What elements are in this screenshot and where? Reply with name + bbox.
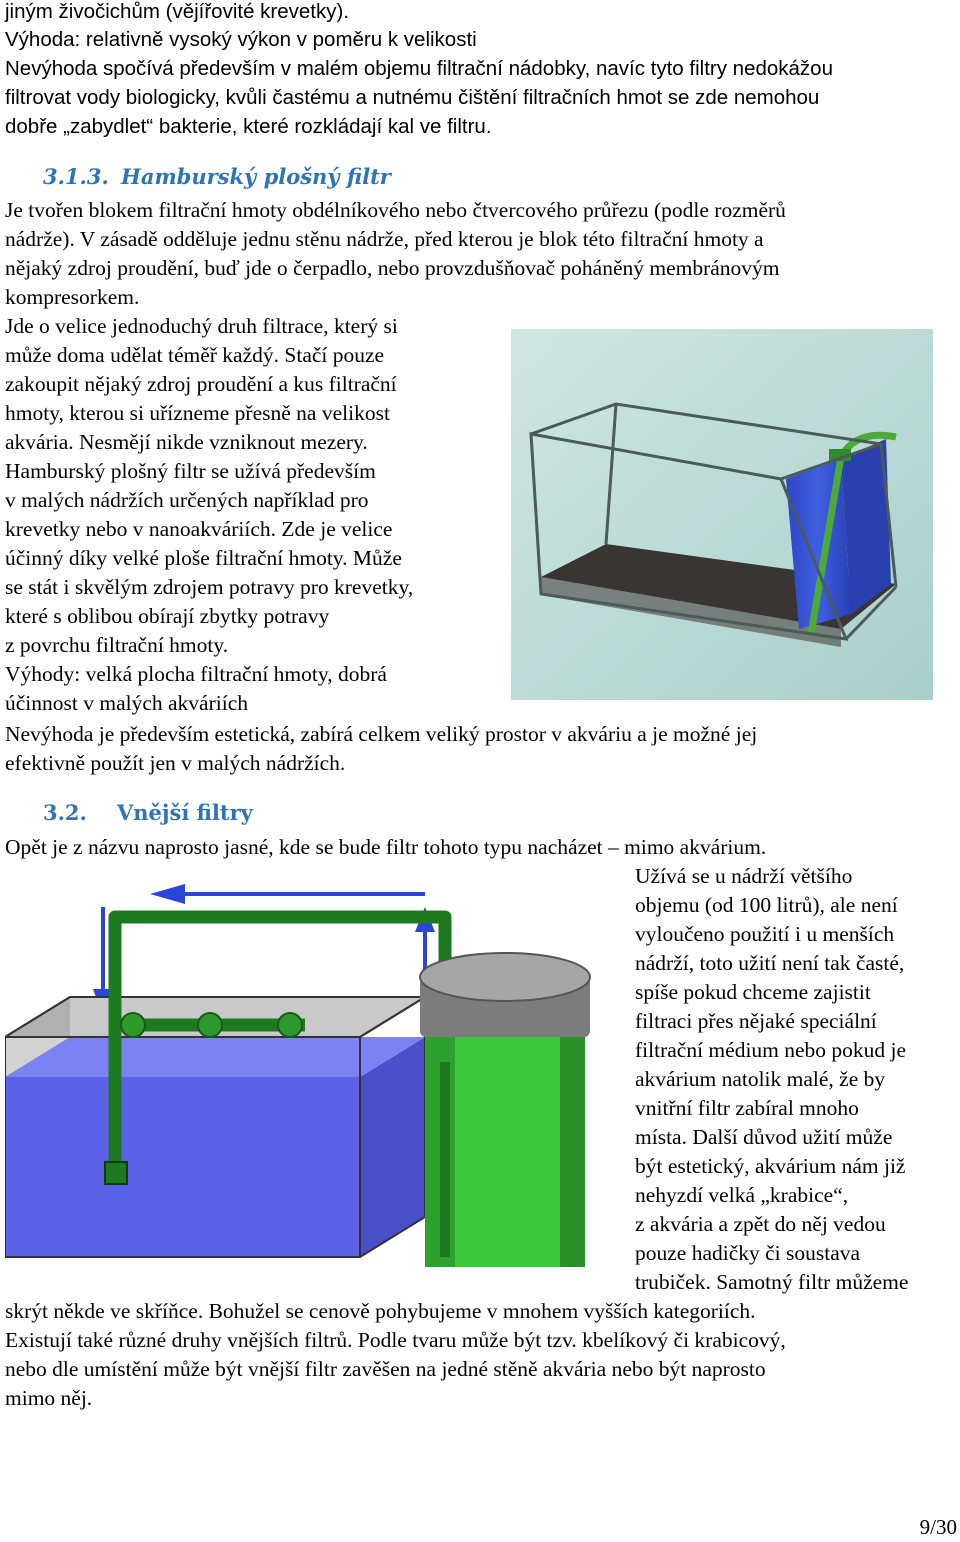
paragraph-line: pouze hadičky či soustava	[635, 1241, 861, 1265]
external-filter-diagram	[5, 877, 625, 1272]
paragraph-line: účinný díky velké ploše filtrační hmoty. Může	[5, 546, 402, 570]
paragraph-line: se stát i skvělým zdrojem potravy pro krevetky,	[5, 575, 414, 599]
paragraph-line: Nevýhoda je především estetická, zabírá celkem veliký prostor v akváriu a je možné jej	[5, 722, 758, 746]
paragraph-line: účinnost v malých akváriích	[5, 691, 248, 715]
section-title: Hamburský plošný filtr	[121, 164, 391, 189]
paragraph-line: v malých nádržích určených například pro	[5, 488, 369, 512]
paragraph-line: objemu (od 100 litrů), ale není	[635, 893, 898, 917]
paragraph-line: Hamburský plošný filtr se užívá především	[5, 459, 376, 483]
paragraph-line: může doma udělat téměř každý. Stačí pouze	[5, 343, 385, 367]
paragraph-line: nehyzdí velká „krabice“,	[635, 1183, 849, 1207]
paragraph-line: mimo něj.	[5, 1386, 93, 1410]
paragraph-line: vyloučeno použití i u menších	[635, 922, 895, 946]
paragraph-line: trubiček. Samotný filtr můžeme	[635, 1270, 909, 1294]
paragraph-line: místa. Další důvod užití může	[635, 1125, 893, 1149]
paragraph-line: Je tvořen blokem filtrační hmoty obdélníkového nebo čtvercového průřezu (podle rozměrů	[5, 198, 786, 222]
paragraph-line: Jde o velice jednoduchý druh filtrace, který si	[5, 314, 398, 338]
paragraph-line: filtraci přes nějaké speciální	[635, 1009, 877, 1033]
page-number: 9/30	[919, 1515, 957, 1539]
aquarium-sponge-filter-photo	[511, 329, 933, 700]
paragraph-line: nádrží, toto užití není tak časté,	[635, 951, 905, 975]
paragraph-line: které s oblibou obírají zbytky potravy	[5, 604, 330, 628]
paragraph-line: spíše pokud chceme zajistit	[635, 980, 871, 1004]
paragraph-line: skrýt někde ve skříňce. Bohužel se cenově pohybujeme v mnohem vyšších kategoriích.	[5, 1299, 756, 1323]
paragraph-line: Existují také různé druhy vnějších filtrů. Podle tvaru může být tzv. kbelíkový či krabicový,	[5, 1328, 786, 1352]
section-heading-3-2	[43, 800, 253, 825]
paragraph-line: akvárium natolik malé, že by	[635, 1067, 886, 1091]
paragraph-line: z povrchu filtrační hmoty.	[5, 633, 229, 657]
paragraph-line: být estetický, akvárium nám již	[635, 1154, 906, 1178]
intro-line: filtrovat vody biologicky, kvůli častému a nutnému čištění filtračních hmot se zde nemohou	[5, 86, 820, 109]
section-title: Vnější filtry	[117, 800, 253, 825]
paragraph-line: filtrační médium nebo pokud je	[635, 1038, 907, 1062]
intro-line: dobře „zabydlet“ bakterie, které rozkládají kal ve filtru.	[5, 115, 492, 138]
section-number: 3.2.	[43, 800, 87, 825]
paragraph-line: Opět je z názvu naprosto jasné, kde se bude filtr tohoto typu nacházet – mimo akvárium.	[5, 835, 767, 859]
paragraph-line: vnitřní filtr zabíral mnoho	[635, 1096, 859, 1120]
intro-line: Výhoda: relativně vysoký výkon v poměru k velikosti	[5, 28, 477, 51]
paragraph-line: Užívá se u nádrží většího	[635, 864, 853, 888]
paragraph-line: nádrže). V zásadě odděluje jednu stěnu nádrže, před kterou je blok této filtrační hmoty a	[5, 227, 764, 251]
paragraph-line: akvária. Nesmějí nikde vzniknout mezery.	[5, 430, 368, 454]
paragraph-line: Výhody: velká plocha filtrační hmoty, dobrá	[5, 662, 387, 686]
paragraph-line: hmoty, kterou si uřízneme přesně na velikost	[5, 401, 390, 425]
paragraph-line: efektivně použít jen v malých nádržích.	[5, 751, 346, 775]
paragraph-line: zakoupit nějaký zdroj proudění a kus filtrační	[5, 372, 397, 396]
section-heading-3-1-3	[43, 164, 391, 189]
paragraph-line: z akvária a zpět do něj vedou	[635, 1212, 886, 1236]
intro-line: jiným živočichům (vějířovité krevetky).	[5, 0, 350, 23]
paragraph-line: nebo dle umístění může být vnější filtr zavěšen na jedné stěně akvária nebo být naprosto	[5, 1357, 766, 1381]
paragraph-line: nějaký zdroj proudění, buď jde o čerpadlo, nebo provzdušňovač poháněný membránovým	[5, 256, 780, 280]
paragraph-line: krevetky nebo v nanoakváriích. Zde je velice	[5, 517, 393, 541]
intro-line: Nevýhoda spočívá především v malém objemu filtrační nádobky, navíc tyto filtry nedokážou	[5, 57, 833, 80]
section-number: 3.1.3.	[43, 164, 109, 189]
paragraph-line: kompresorkem.	[5, 285, 140, 309]
